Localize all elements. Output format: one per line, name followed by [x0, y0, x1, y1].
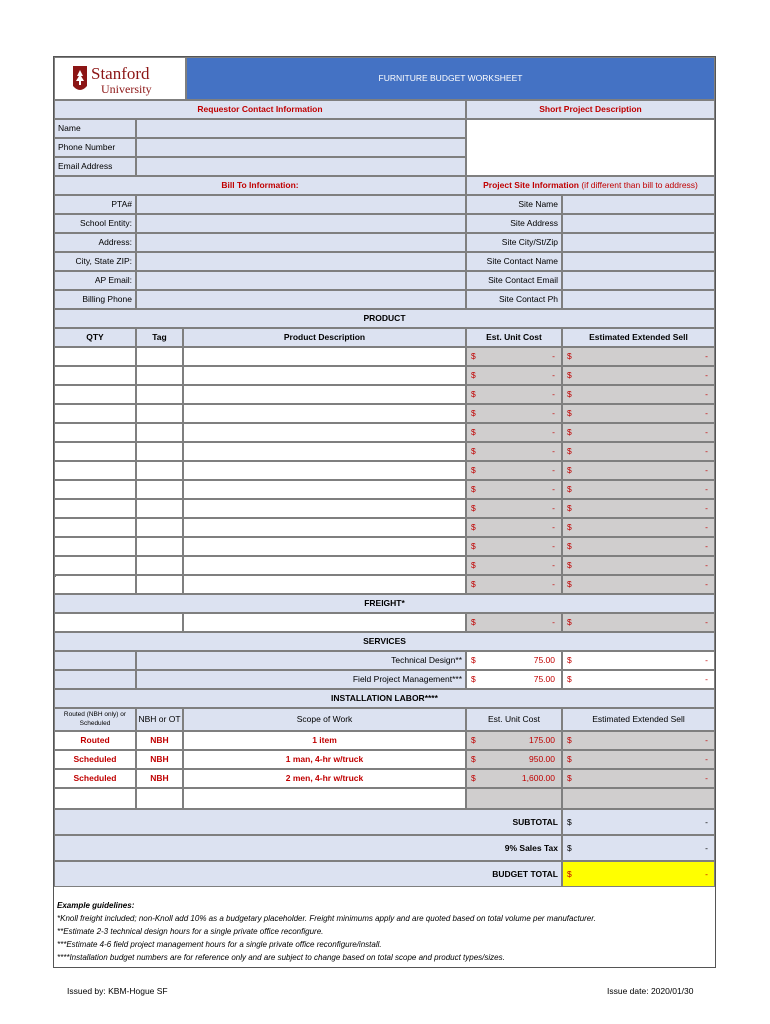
- currency-symbol: $: [471, 351, 476, 362]
- currency-symbol: $: [471, 503, 476, 514]
- currency-symbol: $: [567, 503, 572, 514]
- product-unit-cost: [466, 366, 562, 385]
- product-extended-sell-amount: -: [705, 427, 708, 438]
- currency-symbol: $: [471, 389, 476, 400]
- tag-cell[interactable]: [136, 499, 183, 518]
- service-blank: [54, 670, 136, 689]
- install-scope-cell: 2 men, 4-hr w/truck: [183, 769, 466, 788]
- product-extended-sell: [562, 347, 715, 366]
- short-description-field[interactable]: [466, 119, 715, 176]
- currency-symbol: $: [471, 617, 476, 628]
- currency-symbol: $: [471, 446, 476, 457]
- product-description-cell[interactable]: [183, 347, 466, 366]
- service-extended-sell: [562, 651, 715, 670]
- services-heading: SERVICES: [54, 632, 715, 651]
- product-extended-sell: [562, 518, 715, 537]
- tag-cell[interactable]: [136, 575, 183, 594]
- product-unit-cost: [466, 518, 562, 537]
- site-heading-note: (if different than bill to address): [581, 180, 698, 191]
- product-extended-sell: [562, 404, 715, 423]
- currency-symbol: $: [567, 655, 572, 666]
- currency-symbol: $: [471, 674, 476, 685]
- install-hours-cell: NBH: [136, 731, 183, 750]
- product-description-cell[interactable]: [183, 518, 466, 537]
- product-unit-cost: [466, 537, 562, 556]
- freight-unit-value: -: [552, 617, 555, 628]
- install-unit-cost-header: Est. Unit Cost: [466, 708, 562, 731]
- currency-symbol: $: [471, 560, 476, 571]
- site-heading: [466, 176, 715, 195]
- tag-cell[interactable]: [136, 518, 183, 537]
- routed-column-header: Routed (NBH only) or Scheduled: [54, 708, 136, 731]
- guideline-line: ****Installation budget numbers are for reference only and are subject to change based on total scope and product types/sizes.: [57, 953, 505, 962]
- currency-symbol: $: [471, 408, 476, 419]
- product-unit-cost-amount: -: [552, 465, 555, 476]
- install-blank-sell: [562, 788, 715, 809]
- bill-to-field[interactable]: [136, 252, 466, 271]
- product-description-cell[interactable]: [183, 461, 466, 480]
- product-unit-cost-amount: -: [552, 389, 555, 400]
- product-unit-cost: [466, 461, 562, 480]
- email-label: Email Address: [54, 157, 136, 176]
- short-description-heading: Short Project Description: [466, 100, 715, 119]
- install-unit-cost-amount: 950.00: [529, 754, 555, 765]
- currency-symbol: $: [471, 427, 476, 438]
- bill-to-field[interactable]: [136, 195, 466, 214]
- guidelines-notes: [54, 889, 715, 967]
- qty-cell[interactable]: [54, 499, 136, 518]
- qty-column-header: QTY: [54, 328, 136, 347]
- currency-symbol: $: [567, 560, 572, 571]
- logo-bottom-text: University: [101, 82, 152, 96]
- bill-to-field[interactable]: [136, 290, 466, 309]
- description-column-header: Product Description: [183, 328, 466, 347]
- product-extended-sell: [562, 461, 715, 480]
- qty-cell[interactable]: [54, 461, 136, 480]
- product-extended-sell: [562, 537, 715, 556]
- product-extended-sell-amount: -: [705, 389, 708, 400]
- install-blank-cell[interactable]: [136, 788, 183, 809]
- freight-unit-cost: [466, 613, 562, 632]
- phone-field[interactable]: [136, 138, 466, 157]
- budget-total-amount: -: [705, 868, 708, 879]
- product-unit-cost: [466, 347, 562, 366]
- guideline-line: ***Estimate 4-6 field project management hours for a single private office reconfigure/install.: [57, 940, 382, 949]
- product-unit-cost-amount: -: [552, 427, 555, 438]
- product-extended-sell: [562, 556, 715, 575]
- tag-cell[interactable]: [136, 366, 183, 385]
- product-unit-cost: [466, 385, 562, 404]
- product-description-cell[interactable]: [183, 366, 466, 385]
- currency-symbol: $: [567, 868, 572, 879]
- qty-cell[interactable]: [54, 442, 136, 461]
- currency-symbol: $: [471, 754, 476, 765]
- hours-column-header: NBH or OT: [136, 708, 183, 731]
- name-field[interactable]: [136, 119, 466, 138]
- guidelines-heading: Example guidelines:: [57, 901, 135, 910]
- service-blank: [54, 651, 136, 670]
- product-unit-cost: [466, 575, 562, 594]
- freight-heading: FREIGHT*: [54, 594, 715, 613]
- qty-cell[interactable]: [54, 423, 136, 442]
- bill-to-label: Address:: [54, 233, 136, 252]
- install-extended-sell: [562, 731, 715, 750]
- tax-amount: -: [705, 842, 708, 853]
- product-unit-cost: [466, 423, 562, 442]
- product-extended-sell-amount: -: [705, 579, 708, 590]
- unit-cost-column-header: Est. Unit Cost: [466, 328, 562, 347]
- bill-to-label: City, State ZIP:: [54, 252, 136, 271]
- scope-column-header: Scope of Work: [183, 708, 466, 731]
- product-extended-sell-amount: -: [705, 560, 708, 571]
- bill-to-label: PTA#: [54, 195, 136, 214]
- bill-to-label: AP Email:: [54, 271, 136, 290]
- product-extended-sell-amount: -: [705, 446, 708, 457]
- bill-to-label: Billing Phone: [54, 290, 136, 309]
- worksheet-title: FURNITURE BUDGET WORKSHEET: [186, 57, 715, 100]
- bill-to-field[interactable]: [136, 233, 466, 252]
- currency-symbol: $: [567, 617, 572, 628]
- product-unit-cost: [466, 556, 562, 575]
- product-extended-sell: [562, 385, 715, 404]
- product-extended-sell-amount: -: [705, 541, 708, 552]
- qty-cell[interactable]: [54, 518, 136, 537]
- install-unit-cost-amount: 1,600.00: [521, 773, 555, 784]
- tag-cell[interactable]: [136, 556, 183, 575]
- install-extended-sell-amount: -: [705, 735, 708, 746]
- product-unit-cost-amount: -: [552, 560, 555, 571]
- currency-symbol: $: [471, 579, 476, 590]
- product-description-cell[interactable]: [183, 442, 466, 461]
- product-description-cell[interactable]: [183, 499, 466, 518]
- product-unit-cost: [466, 480, 562, 499]
- qty-cell[interactable]: [54, 537, 136, 556]
- tag-cell[interactable]: [136, 537, 183, 556]
- currency-symbol: $: [471, 735, 476, 746]
- currency-symbol: $: [567, 427, 572, 438]
- currency-symbol: $: [567, 735, 572, 746]
- product-description-cell[interactable]: [183, 575, 466, 594]
- name-label: Name: [54, 119, 136, 138]
- site-label: Site City/St/Zip: [466, 233, 562, 252]
- product-unit-cost: [466, 499, 562, 518]
- currency-symbol: $: [567, 484, 572, 495]
- budget-total-label: BUDGET TOTAL: [466, 861, 562, 887]
- product-extended-sell-amount: -: [705, 465, 708, 476]
- freight-blank-left: [54, 613, 183, 632]
- install-blank-cell[interactable]: [183, 788, 466, 809]
- currency-symbol: $: [567, 842, 572, 853]
- site-label: Site Address: [466, 214, 562, 233]
- service-unit-cost-amount: 75.00: [533, 674, 555, 685]
- site-label: Site Contact Name: [466, 252, 562, 271]
- email-field[interactable]: [136, 157, 466, 176]
- product-extended-sell-amount: -: [705, 522, 708, 533]
- currency-symbol: $: [567, 370, 572, 381]
- currency-symbol: $: [567, 389, 572, 400]
- install-blank-cell[interactable]: [54, 788, 136, 809]
- currency-symbol: $: [471, 484, 476, 495]
- extended-sell-column-header: Estimated Extended Sell: [562, 328, 715, 347]
- product-extended-sell-amount: -: [705, 370, 708, 381]
- site-label: Site Name: [466, 195, 562, 214]
- bill-to-field[interactable]: [136, 214, 466, 233]
- currency-symbol: $: [567, 816, 572, 827]
- currency-symbol: $: [567, 754, 572, 765]
- tag-column-header: Tag: [136, 328, 183, 347]
- issue-date: Issue date: 2020/01/30: [607, 986, 694, 996]
- product-description-cell[interactable]: [183, 556, 466, 575]
- site-label: Site Contact Ph: [466, 290, 562, 309]
- install-unit-cost: [466, 731, 562, 750]
- currency-symbol: $: [471, 465, 476, 476]
- bill-to-field[interactable]: [136, 271, 466, 290]
- install-extended-sell: [562, 769, 715, 788]
- currency-symbol: $: [567, 674, 572, 685]
- installation-heading: INSTALLATION LABOR****: [54, 689, 715, 708]
- tag-cell[interactable]: [136, 423, 183, 442]
- currency-symbol: $: [567, 773, 572, 784]
- product-extended-sell: [562, 480, 715, 499]
- currency-symbol: $: [567, 351, 572, 362]
- product-extended-sell-amount: -: [705, 503, 708, 514]
- service-extended-sell: [562, 670, 715, 689]
- product-description-cell[interactable]: [183, 537, 466, 556]
- currency-symbol: $: [567, 446, 572, 457]
- product-extended-sell-amount: -: [705, 351, 708, 362]
- product-heading: PRODUCT: [54, 309, 715, 328]
- product-extended-sell-amount: -: [705, 408, 708, 419]
- currency-symbol: $: [471, 655, 476, 666]
- install-hours-cell: NBH: [136, 769, 183, 788]
- install-scope-cell: 1 item: [183, 731, 466, 750]
- product-extended-sell: [562, 366, 715, 385]
- tax-value: [562, 835, 715, 861]
- product-unit-cost-amount: -: [552, 408, 555, 419]
- product-extended-sell-amount: -: [705, 484, 708, 495]
- install-blank-cost: [466, 788, 562, 809]
- product-extended-sell: [562, 499, 715, 518]
- product-description-cell[interactable]: [183, 385, 466, 404]
- bill-to-label: School Entity:: [54, 214, 136, 233]
- site-field[interactable]: [562, 252, 715, 271]
- install-type-cell: Scheduled: [54, 750, 136, 769]
- subtotal-amount: -: [705, 816, 708, 827]
- product-unit-cost-amount: -: [552, 446, 555, 457]
- product-description-cell[interactable]: [183, 480, 466, 499]
- tag-cell[interactable]: [136, 385, 183, 404]
- currency-symbol: $: [471, 522, 476, 533]
- product-unit-cost-amount: -: [552, 541, 555, 552]
- guideline-line: *Knoll freight included; non-Knoll add 10% as a budgetary placeholder. Freight minimums apply and are quoted based on total volume per manufacturer.: [57, 914, 596, 923]
- product-extended-sell: [562, 575, 715, 594]
- tag-cell[interactable]: [136, 347, 183, 366]
- product-unit-cost: [466, 404, 562, 423]
- currency-symbol: $: [567, 541, 572, 552]
- site-field[interactable]: [562, 233, 715, 252]
- qty-cell[interactable]: [54, 404, 136, 423]
- site-label: Site Contact Email: [466, 271, 562, 290]
- install-unit-cost: [466, 769, 562, 788]
- service-unit-cost: [466, 651, 562, 670]
- logo-cell: [54, 57, 186, 100]
- freight-extended-sell: [562, 613, 715, 632]
- install-unit-cost-amount: 175.00: [529, 735, 555, 746]
- product-unit-cost-amount: -: [552, 503, 555, 514]
- qty-cell[interactable]: [54, 480, 136, 499]
- install-extended-sell-amount: -: [705, 754, 708, 765]
- currency-symbol: $: [567, 579, 572, 590]
- budget-total-value: [562, 861, 715, 887]
- freight-ext-value: -: [705, 617, 708, 628]
- tag-cell[interactable]: [136, 461, 183, 480]
- qty-cell[interactable]: [54, 556, 136, 575]
- product-unit-cost-amount: -: [552, 351, 555, 362]
- currency-symbol: $: [567, 465, 572, 476]
- logo-top-text: Stanford: [91, 64, 150, 83]
- currency-symbol: $: [567, 522, 572, 533]
- freight-description[interactable]: [183, 613, 466, 632]
- qty-cell[interactable]: [54, 366, 136, 385]
- qty-cell[interactable]: [54, 385, 136, 404]
- product-unit-cost-amount: -: [552, 370, 555, 381]
- install-type-cell: Routed: [54, 731, 136, 750]
- service-extended-sell-amount: -: [705, 655, 708, 666]
- install-extended-sell: [562, 750, 715, 769]
- guideline-line: **Estimate 2-3 technical design hours for a single private office reconfigure.: [57, 927, 324, 936]
- qty-cell[interactable]: [54, 347, 136, 366]
- requestor-heading: Requestor Contact Information: [54, 100, 466, 119]
- tag-cell[interactable]: [136, 480, 183, 499]
- phone-label: Phone Number: [54, 138, 136, 157]
- tag-cell[interactable]: [136, 404, 183, 423]
- worksheet: [53, 56, 716, 968]
- service-label: Field Project Management***: [136, 670, 466, 689]
- site-field[interactable]: [562, 214, 715, 233]
- bill-to-heading: Bill To Information:: [54, 176, 466, 195]
- product-extended-sell: [562, 423, 715, 442]
- product-unit-cost-amount: -: [552, 522, 555, 533]
- install-type-cell: Scheduled: [54, 769, 136, 788]
- site-field[interactable]: [562, 195, 715, 214]
- install-scope-cell: 1 man, 4-hr w/truck: [183, 750, 466, 769]
- service-label: Technical Design**: [136, 651, 466, 670]
- subtotal-label: SUBTOTAL: [466, 809, 562, 835]
- install-extended-sell-header: Estimated Extended Sell: [562, 708, 715, 731]
- site-field[interactable]: [562, 290, 715, 309]
- currency-symbol: $: [471, 773, 476, 784]
- currency-symbol: $: [471, 541, 476, 552]
- product-unit-cost-amount: -: [552, 579, 555, 590]
- issued-by: Issued by: KBM-Hogue SF: [67, 986, 168, 996]
- install-unit-cost: [466, 750, 562, 769]
- qty-cell[interactable]: [54, 575, 136, 594]
- subtotal-value: [562, 809, 715, 835]
- service-extended-sell-amount: -: [705, 674, 708, 685]
- tax-label: 9% Sales Tax: [466, 835, 562, 861]
- product-unit-cost-amount: -: [552, 484, 555, 495]
- product-description-cell[interactable]: [183, 423, 466, 442]
- currency-symbol: $: [567, 408, 572, 419]
- tag-cell[interactable]: [136, 442, 183, 461]
- spacer: [54, 575, 56, 577]
- service-unit-cost: [466, 670, 562, 689]
- service-unit-cost-amount: 75.00: [533, 655, 555, 666]
- currency-symbol: $: [471, 370, 476, 381]
- site-heading-bold: Project Site Information: [483, 180, 579, 191]
- product-unit-cost: [466, 442, 562, 461]
- install-extended-sell-amount: -: [705, 773, 708, 784]
- stanford-logo: [69, 62, 186, 98]
- product-extended-sell: [562, 442, 715, 461]
- product-description-cell[interactable]: [183, 404, 466, 423]
- site-field[interactable]: [562, 271, 715, 290]
- install-hours-cell: NBH: [136, 750, 183, 769]
